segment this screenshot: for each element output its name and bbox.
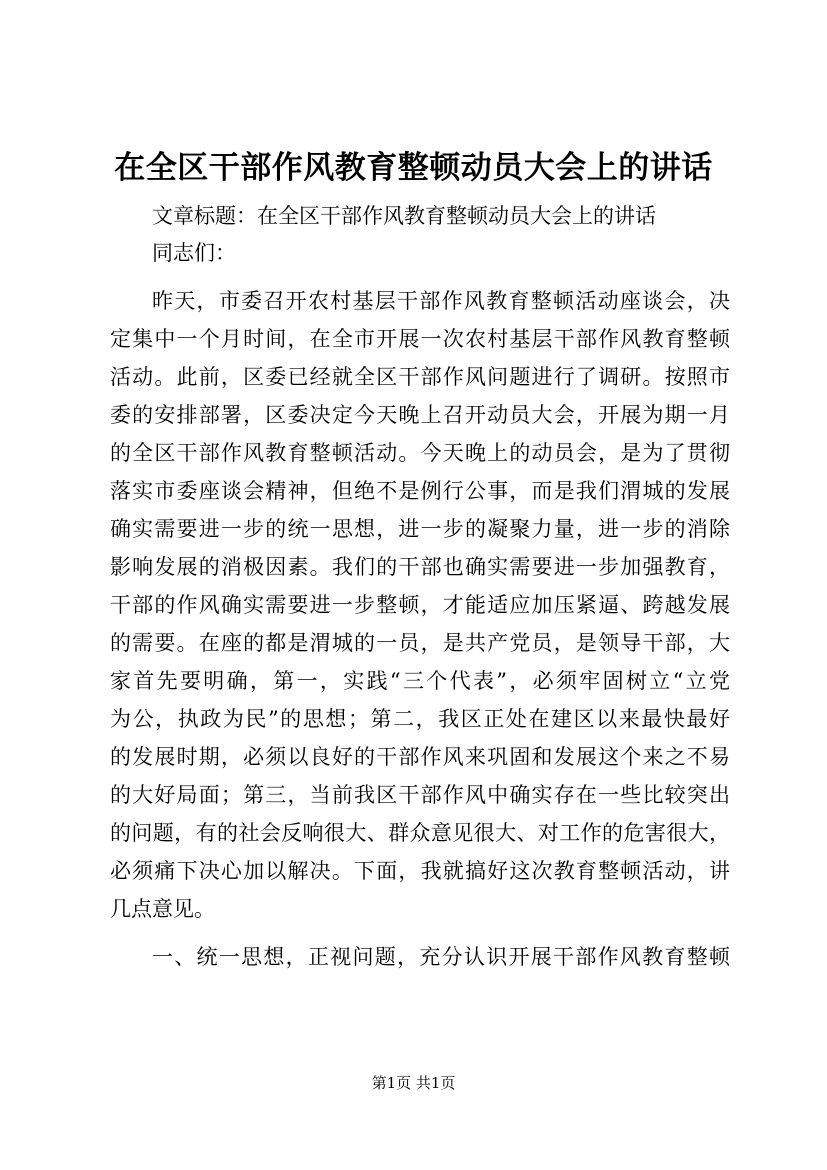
paragraph-line: 影响发展的消极因素。我们的干部也确实需要进一步加强教育，	[110, 555, 730, 579]
paragraph-line: 昨天，市委召开农村基层干部作风教育整顿活动座谈会，决	[152, 289, 730, 313]
article-title-line: 文章标题：在全区干部作风教育整顿动员大会上的讲话	[152, 204, 656, 228]
paragraph-line: 几点意见。	[110, 897, 215, 921]
paragraph-line: 的需要。在座的都是渭城的一员，是共产党员，是领导干部，大	[110, 631, 730, 655]
paragraph-line: 干部的作风确实需要进一步整顿，才能适应加压紧逼、跨越发展	[110, 593, 730, 617]
paragraph-line: 家首先要明确，第一，实践“三个代表”，必须牢固树立“立党	[110, 669, 730, 693]
paragraph-line: 的全区干部作风教育整顿活动。今天晚上的动员会，是为了贯彻	[110, 441, 730, 465]
paragraph-line: 必须痛下决心加以解决。下面，我就搞好这次教育整顿活动，讲	[110, 859, 730, 883]
salutation-line: 同志们：	[152, 241, 236, 265]
paragraph-line: 的发展时期，必须以良好的干部作风来巩固和发展这个来之不易	[110, 745, 730, 769]
document-title: 在全区干部作风教育整顿动员大会上的讲话	[114, 150, 713, 186]
paragraph-line: 确实需要进一步的统一思想，进一步的凝聚力量，进一步的消除	[110, 517, 730, 541]
paragraph-line: 的问题，有的社会反响很大、群众意见很大、对工作的危害很大，	[110, 821, 730, 845]
paragraph-line: 定集中一个月时间，在全市开展一次农村基层干部作风教育整顿	[110, 327, 730, 351]
paragraph-line: 落实市委座谈会精神，但绝不是例行公事，而是我们渭城的发展	[110, 479, 730, 503]
paragraph-line: 为公，执政为民”的思想；第二，我区正处在建区以来最快最好	[110, 707, 730, 731]
page-number-footer: 第1页 共1页	[371, 1074, 456, 1092]
section-heading-line: 一、统一思想，正视问题，充分认识开展干部作风教育整顿	[152, 945, 730, 969]
paragraph-line: 活动。此前，区委已经就全区干部作风问题进行了调研。按照市	[110, 365, 730, 389]
paragraph-line: 的大好局面；第三，当前我区干部作风中确实存在一些比较突出	[110, 783, 730, 807]
paragraph-line: 委的安排部署，区委决定今天晚上召开动员大会，开展为期一月	[110, 403, 730, 427]
